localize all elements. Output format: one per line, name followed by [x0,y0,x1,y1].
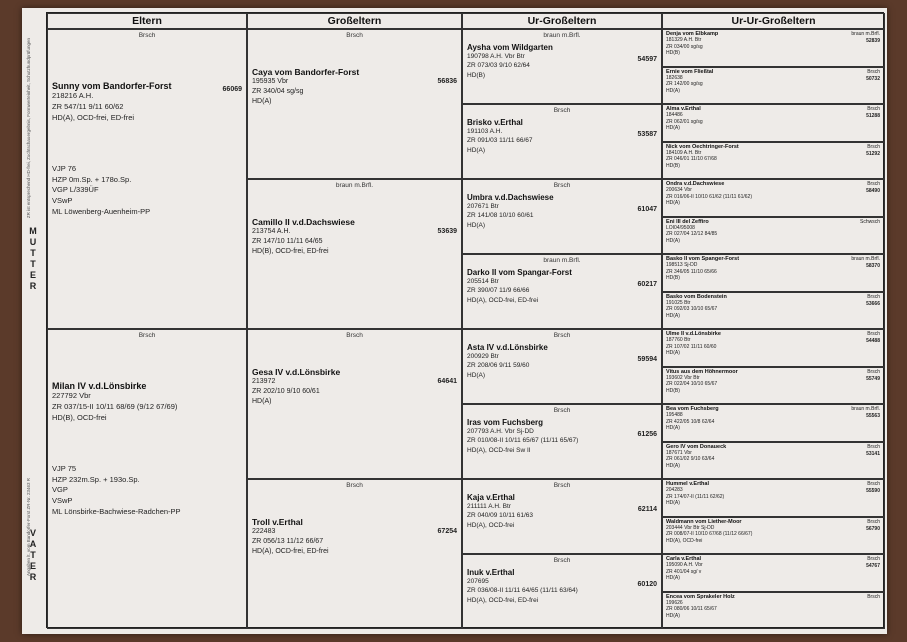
data-line: ZR 141/08 10/10 60/61 [467,212,534,220]
data-line: ZR 056/13 11/12 66/67 [252,538,324,546]
ururgrosseltern-cell [662,442,885,480]
urgrosseltern-cell [462,554,662,629]
urgrosseltern-cell [462,254,662,329]
color-label: Brsch [867,68,880,75]
side-letter: E [29,561,36,571]
data-line: 198513 Sj-DD [666,262,698,268]
animal-name: Nick vom Oechtringer-Forst [666,143,739,150]
data-line: HD(A) [666,425,680,431]
dgs-number: 56836 [437,78,457,85]
dgs-number: 59594 [637,356,657,363]
side-letter: T [30,259,36,269]
data-line: HD(A), OCD-frei, ED-frei [467,596,539,604]
animal-name: Ernie vom Fließtal [666,68,714,75]
animal-name: Asta IV v.d.Lönsbirke [467,343,548,352]
data-line: 184486 [666,112,683,118]
dgs-number: 53666 [866,300,880,307]
data-line: 193602 Vbr Btr [666,374,700,381]
data-line: HD(A) [666,350,680,356]
dgs-number: 60120 [637,581,657,588]
dgs-number: 52839 [866,38,880,44]
data-line: HD(A) [252,398,272,406]
data-line: 195935 Vbr [252,78,289,85]
animal-name: Vitus aus dem Höhnermoor [666,368,738,375]
data-line: 207671 Btr [467,203,499,210]
color-label: braun m.Brfl. [335,182,374,189]
data-line: ZR 147/10 11/11 64/65 [252,238,323,246]
data-line: ZR 061/02 9/10 63/64 [666,456,715,462]
data-line: HD(A), OCD-frei, ED-frei [52,112,135,122]
data-line: HD(A) [666,87,680,94]
color-label: Brsch [867,518,880,525]
animal-name: Milan IV v.d.Lönsbirke [52,381,147,391]
urgrosseltern-cell [462,329,662,404]
eltern-cell [47,29,247,329]
color-label: Brsch [867,593,880,600]
animal-name: Hummel v.Erthal [666,481,709,487]
grosseltern-cell [247,479,462,629]
pedigree-grid [46,12,884,628]
data-line: HD(A) [666,612,680,619]
data-line: ZR 401/04 sg/ v [666,568,702,575]
data-line: HD(B), OCD-frei [52,412,107,422]
data-line: 211111 A.H. Btr [467,503,511,510]
dgs-number: 58490 [866,188,880,194]
data-line: 187671 Vbr [666,449,692,456]
data-line: 213754 A.H. [252,228,291,235]
data-line: HD(A) [467,146,486,154]
data-line: ZR 073/03 9/10 62/64 [467,62,530,70]
data-line: ZR 208/06 9/11 59/60 [467,362,530,370]
data-line: HD(A) [666,575,680,581]
grosseltern-cell [247,29,462,179]
ururgrosseltern-cell [662,67,885,105]
color-label: Brsch [553,332,571,339]
ururgrosseltern-cell [662,217,885,255]
data-line: HD(A) [467,371,486,379]
side-letter: R [29,281,37,291]
color-label: Brsch [867,368,880,375]
data-line: 187760 Btr [666,337,691,343]
urgrosseltern-cell [462,179,662,254]
animal-name: Iras vom Fuchsberg [467,418,544,427]
dgs-number: 54488 [866,338,880,344]
data-line: HD(B) [666,50,680,56]
animal-name: Inuk v.Erthal [467,568,515,577]
ururgrosseltern-cell [662,104,885,142]
data-line: 218216 A.H. [52,91,94,100]
data-line: 195090 A.H. Vbr [666,562,703,568]
dgs-number: 61256 [637,431,657,438]
data-line: HD(B), OCD-frei, ED-frei [252,248,329,256]
data-line: ZR 027/04 12/12 84/85 [666,231,718,237]
color-label: braun m.Brfl. [851,31,880,37]
data-line: ZR 080/06 10/11 65/67 [666,606,717,612]
color-label: Brsch [138,332,156,339]
data-line: ZR 062/01 sg/sg [666,118,703,125]
data-line: HD(A) [666,462,680,469]
side-letter: V [29,528,36,538]
color-label: Brsch [553,107,571,114]
dgs-number: 66069 [222,86,242,93]
header-urgrosseltern: Ur-Großeltern [462,13,662,29]
performance-line: VJP 75 [52,463,77,473]
ururgrosseltern-cell [662,292,885,330]
ururgrosseltern-cell [662,329,885,367]
data-line: 200929 Btr [467,353,499,360]
color-label: braun m.Brfl. [543,32,581,39]
data-line: HD(A), OCD-frei [467,521,515,529]
data-line: ZR 340/04 sg/sg [252,88,304,96]
data-line: HD(A) [666,237,680,244]
animal-name: Basko vom Bodenstein [666,293,727,300]
dgs-number: 55749 [866,375,880,382]
performance-block [52,464,242,518]
grosseltern-cell [247,179,462,329]
data-line: 200634 Vbr [666,187,692,193]
data-line: 227792 Vbr [52,391,91,400]
color-label: Brsch [867,106,880,112]
color-label: braun m.Brfl. [543,257,581,264]
color-label: Brsch [867,331,880,337]
data-line: LOI04/95008 [666,224,695,231]
data-line: HD(B) [666,387,680,394]
dgs-number: 51288 [866,113,880,119]
data-line: 191025 Btr [666,299,691,306]
animal-name: Waldmann vom Liether-Moor [666,518,742,525]
dgs-number: 55563 [866,413,880,419]
header-ururgrosseltern: Ur-Ur-Großeltern [662,13,885,29]
data-line: ZR 037/15-II 10/11 68/69 (9/12 67/69) [52,401,178,411]
ururgrosseltern-cell [662,479,885,517]
side-letter: T [30,248,36,258]
color-label: Schwsch [859,218,880,225]
color-label: Brsch [346,32,363,39]
data-line: ZR 091/03 11/11 66/67 [467,137,533,145]
side-letter: E [29,270,36,280]
color-label: Brsch [867,181,880,187]
data-line: HD(B) [666,162,680,169]
performance-line: VSwP [52,196,73,206]
data-line: 195488 [666,412,683,418]
side-note-top: ZR ist entsprechend HD-frei, Zuchtschauergebnis, Formwerteinheit, Schutzhundprüfungen [26,38,31,219]
data-line: HD(A) [666,200,680,206]
ururgrosseltern-cell [662,254,885,292]
dgs-number: 62114 [637,506,657,513]
dgs-number: 55590 [866,488,880,494]
color-label: Brsch [867,293,880,300]
urgrosseltern-cell [462,404,662,479]
data-line: 191103 A.H. [467,128,503,135]
dgs-number: 64641 [437,378,457,385]
data-line: HD(A) [666,125,680,131]
performance-line: ML Löwenberg-Auenheim-PP [52,207,151,217]
performance-line: HZP 0m.Sp. + 178o.Sp. [52,174,132,184]
data-line: ZR 046/01 11/10 67/68 [666,156,717,162]
animal-name: Bea vom Fuchsberg [666,406,719,412]
animal-name: Sunny vom Bandorfer-Forst [52,81,172,91]
animal-name: Darko II vom Spangar-Forst [467,268,572,277]
ururgrosseltern-cell [662,367,885,405]
color-label: braun m.Brfl. [851,256,880,262]
animal-name: Denja vom Elbkamp [666,31,719,37]
data-line: HD(A), OCD-frei, ED-frei [252,548,329,556]
data-line: 190798 A.H. Vbr Btr [467,53,525,60]
color-label: Brsch [553,407,571,414]
data-line: 204283 [666,487,683,493]
dgs-number: 58370 [866,263,880,269]
data-line: ZR 547/11 9/11 60/62 [52,101,124,111]
animal-name: Carla v.Erthal [666,556,702,562]
dgs-number: 61047 [637,206,657,213]
dgs-number: 60217 [637,281,657,288]
ururgrosseltern-cell [662,517,885,555]
dgs-number: 51292 [866,150,880,157]
data-line: ZR 022/04 10/10 65/67 [666,381,718,387]
ururgrosseltern-cell [662,592,885,630]
grosseltern-cell [247,329,462,479]
data-line: ZR 034/00 sg/sg [666,43,703,50]
performance-line: VSwP [52,496,73,506]
data-line: 213972 [252,378,276,385]
color-label: Brsch [553,482,571,489]
performance-block [52,164,242,218]
color-label: Brsch [867,443,880,450]
ururgrosseltern-cell [662,29,885,67]
color-label: Brsch [867,481,880,487]
urgrosseltern-cell [462,104,662,179]
data-line: HD(A), OCD-frei Sw II [467,446,531,454]
data-line: 222483 [252,528,276,535]
dgs-number: 54597 [637,56,657,63]
data-line: 182638 [666,74,683,81]
data-line: ZR 142/00 sg/sg [666,81,703,87]
header-grosseltern: Großeltern [247,13,462,29]
data-line: HD(B) [467,71,486,79]
color-label: Brsch [553,182,571,189]
ururgrosseltern-cell [662,404,885,442]
animal-name: Aysha vom Wildgarten [467,43,553,52]
urgrosseltern-cell [462,479,662,554]
data-line: HD(A), OCD-frei, ED-frei [467,296,539,304]
data-line: 207695 [467,578,489,585]
data-line: HD(A), OCD-frei [666,537,703,544]
animal-name: Ondra v.d.Dachswiese [666,181,725,187]
dgs-number: 50732 [866,75,880,82]
dgs-number: 67254 [437,528,457,535]
data-line: HD(A) [666,500,680,506]
data-line: ZR 107/02 11/11 60/60 [666,343,717,350]
dgs-number: 56790 [866,525,880,532]
animal-name: Camillo II v.d.Dachswiese [252,217,355,227]
side-letter: U [29,237,37,247]
performance-line: ML Lönsbirke-Bachwiese-Radchen-PP [52,507,181,517]
animal-name: Eni III del Zeffiro [666,218,709,225]
dgs-number: 53141 [866,450,880,457]
data-line: ZR 390/07 11/9 66/66 [467,287,530,295]
color-label: Brsch [138,32,156,39]
animal-name: Ulme II v.d.Lönsbirke [666,331,721,337]
data-line: 205514 Btr [467,278,499,285]
data-line: 203444 Vbr Btr Sj-DD [666,524,715,531]
data-line: ZR 202/10 9/10 60/61 [252,388,320,396]
color-label: Brsch [867,143,880,150]
ururgrosseltern-cell [662,554,885,592]
data-line: HD(A) [666,312,680,319]
data-line: ZR 422/05 10/8 62/64 [666,418,715,425]
data-line: ZR 008/07-II 10/10 67/68 (11/12 66/67) [666,531,753,537]
data-line: ZR 040/09 10/11 61/63 [467,512,534,520]
color-label: Brsch [346,482,363,489]
data-line: 199626 [666,599,683,606]
ururgrosseltern-cell [662,142,885,180]
animal-name: Troll v.Erthal [252,517,303,527]
data-line: 207793 A.H. Vbr Sj-DD [467,428,534,435]
animal-name: Alma v.Erthal [666,106,701,112]
data-line: ZR 346/05 11/10 65/66 [666,268,717,275]
urgrosseltern-cell [462,29,662,104]
animal-name: Kaja v.Erthal [467,493,515,502]
dgs-number: 54767 [866,563,880,569]
animal-name: Basko II vom Spanger-Forst [666,256,740,262]
header-eltern: Eltern [47,13,247,29]
animal-name: Gero IV vom Donaueck [666,443,727,450]
performance-line: VGP L/339ÜF [52,185,99,195]
data-line: ZR 092/03 10/10 65/67 [666,306,718,312]
side-label-vater [22,528,44,583]
ururgrosseltern-cell [662,179,885,217]
animal-name: Gesa IV v.d.Lönsbirke [252,367,341,377]
data-line: 184109 A.H. Btr [666,149,702,156]
performance-line: VJP 76 [52,163,77,173]
data-line: HD(A) [252,98,272,106]
performance-line: VGP [52,485,68,495]
data-line: 181329 A.H. Btr [666,37,702,43]
side-letter: A [29,539,37,549]
data-line: HD(B) [666,275,680,281]
pedigree-sheet [22,8,887,634]
dgs-number: 53587 [637,131,657,138]
side-letter: R [29,572,37,582]
data-line: ZR 016/06-II 10/10 61/62 (11/11 61/62) [666,193,752,200]
animal-name: Caya vom Bandorfer-Forst [252,67,360,77]
animal-name: Encea vom Sprakeler Holz [666,593,735,600]
side-note-bottom: Angaben lt. vom Bandorfer-Forst ZR-Nr. 23463 R [26,478,31,577]
side-label-mutter [22,226,44,292]
animal-name: Brisko v.Erthal [467,118,523,127]
side-letter: T [30,550,36,560]
color-label: Brsch [553,557,571,564]
side-letter: M [29,226,37,236]
performance-line: HZP 232m.Sp. + 193o.Sp. [52,474,140,484]
dgs-number: 53639 [437,228,457,235]
data-line: ZR 036/08-II 11/11 64/65 (11/11 63/64) [467,587,578,595]
data-line: HD(A) [467,221,486,229]
animal-name: Umbra v.d.Dachswiese [467,193,554,202]
color-label: Brsch [867,556,880,562]
data-line: ZR 174/07-II (11/11 62/62) [666,493,725,500]
color-label: Brsch [346,332,363,339]
eltern-cell [47,329,247,629]
color-label: braun m.Brfl. [851,406,880,412]
data-line: ZR 010/08-II 10/11 65/67 (11/11 65/67) [467,437,579,445]
